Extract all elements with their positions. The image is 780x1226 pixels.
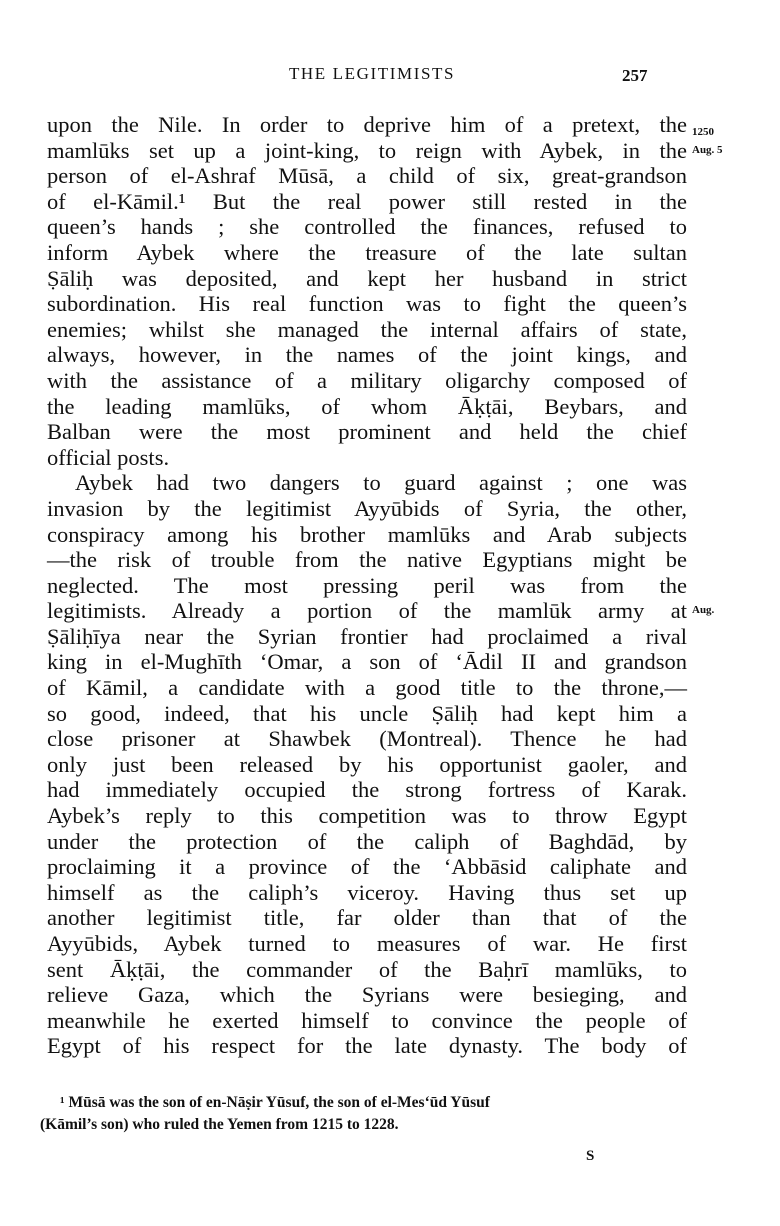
text-line: sent Āḳṭāi, the commander of the Baḥrī mamlūks, to bbox=[47, 956, 687, 982]
text-line: meanwhile he exerted himself to convince the people of bbox=[47, 1007, 687, 1033]
page-number: 257 bbox=[622, 66, 648, 85]
text-line: official posts. bbox=[47, 444, 170, 470]
text-line: had immediately occupied the strong fortress of Karak. bbox=[47, 777, 687, 803]
text-line: person of el-Ashraf Mūsā, a child of six, great-grandson bbox=[47, 163, 687, 189]
text-line: neglected. The most pressing peril was from the bbox=[47, 572, 687, 598]
text-line: Balban were the most prominent and held the chief bbox=[47, 419, 687, 445]
text-line: proclaiming it a province of the ‘Abbāsid caliphate and bbox=[47, 854, 687, 880]
footnote-line: ¹ Mūsā was the son of en-Nāṣir Yūsuf, the son of el-Mes‘ūd Yūsuf bbox=[60, 1094, 490, 1111]
text-line: queen’s hands ; she controlled the finances, refused to bbox=[47, 214, 687, 240]
text-line: of Kāmil, a candidate with a good title to the throne,— bbox=[47, 675, 687, 701]
text-line: king in el-Mughīth ‘Omar, a son of ‘Ādil II and grandson bbox=[47, 649, 687, 675]
text-line: enemies; whilst she managed the internal affairs of state, bbox=[47, 316, 687, 342]
text-line: mamlūks set up a joint-king, to reign with Aybek, in the bbox=[47, 137, 687, 163]
text-line: always, however, in the names of the joint kings, and bbox=[47, 342, 687, 368]
body-text bbox=[47, 112, 687, 1059]
text-line: close prisoner at Shawbek (Montreal). Thence he had bbox=[47, 726, 687, 752]
margin-note-year: 1250 bbox=[692, 126, 714, 138]
text-line: Aybek’s reply to this competition was to throw Egypt bbox=[47, 803, 687, 829]
signature-mark: S bbox=[586, 1148, 595, 1164]
text-line: Egypt of his respect for the late dynasty. The body of bbox=[47, 1033, 687, 1059]
text-line: upon the Nile. In order to deprive him of a pretext, the bbox=[47, 112, 687, 137]
text-line: conspiracy among his brother mamlūks and Arab subjects bbox=[47, 521, 687, 547]
margin-note-date: Aug. 5 bbox=[692, 144, 723, 156]
text-line: invasion by the legitimist Ayyūbids of Syria, the other, bbox=[47, 495, 687, 521]
text-line: —the risk of trouble from the native Egyptians might be bbox=[47, 547, 687, 573]
text-line: another legitimist title, far older than that of the bbox=[47, 905, 687, 931]
text-line: Ṣāliḥīya near the Syrian frontier had proclaimed a rival bbox=[47, 623, 687, 649]
footnote-line: (Kāmil’s son) who ruled the Yemen from 1215 to 1228. bbox=[40, 1116, 399, 1133]
text-line: under the protection of the caliph of Baghdād, by bbox=[47, 828, 687, 854]
text-line: Aybek had two dangers to guard against ; one was bbox=[75, 470, 687, 496]
text-line: relieve Gaza, which the Syrians were besieging, and bbox=[47, 982, 687, 1008]
text-line: Ṣāliḥ was deposited, and kept her husband in strict bbox=[47, 265, 687, 291]
text-line: inform Aybek where the treasure of the late sultan bbox=[47, 239, 687, 265]
text-line: so good, indeed, that his uncle Ṣāliḥ had kept him a bbox=[47, 700, 687, 726]
text-line: Ayyūbids, Aybek turned to measures of war. He first bbox=[47, 931, 687, 956]
text-line: the leading mamlūks, of whom Āḳṭāi, Beybars, and bbox=[47, 393, 687, 419]
text-line: with the assistance of a military oligarchy composed of bbox=[47, 367, 687, 393]
text-line: of el-Kāmil.¹ But the real power still rested in the bbox=[47, 188, 687, 214]
text-line: legitimists. Already a portion of the mamlūk army at bbox=[47, 598, 687, 624]
running-head: THE LEGITIMISTS bbox=[288, 64, 456, 83]
text-line: only just been released by his opportunist gaoler, and bbox=[47, 751, 687, 777]
text-line: subordination. His real function was to fight the queen’s bbox=[47, 291, 687, 317]
margin-note-month: Aug. bbox=[692, 604, 715, 616]
footnote bbox=[40, 1092, 680, 1136]
text-line: himself as the caliph’s viceroy. Having thus set up bbox=[47, 879, 687, 905]
